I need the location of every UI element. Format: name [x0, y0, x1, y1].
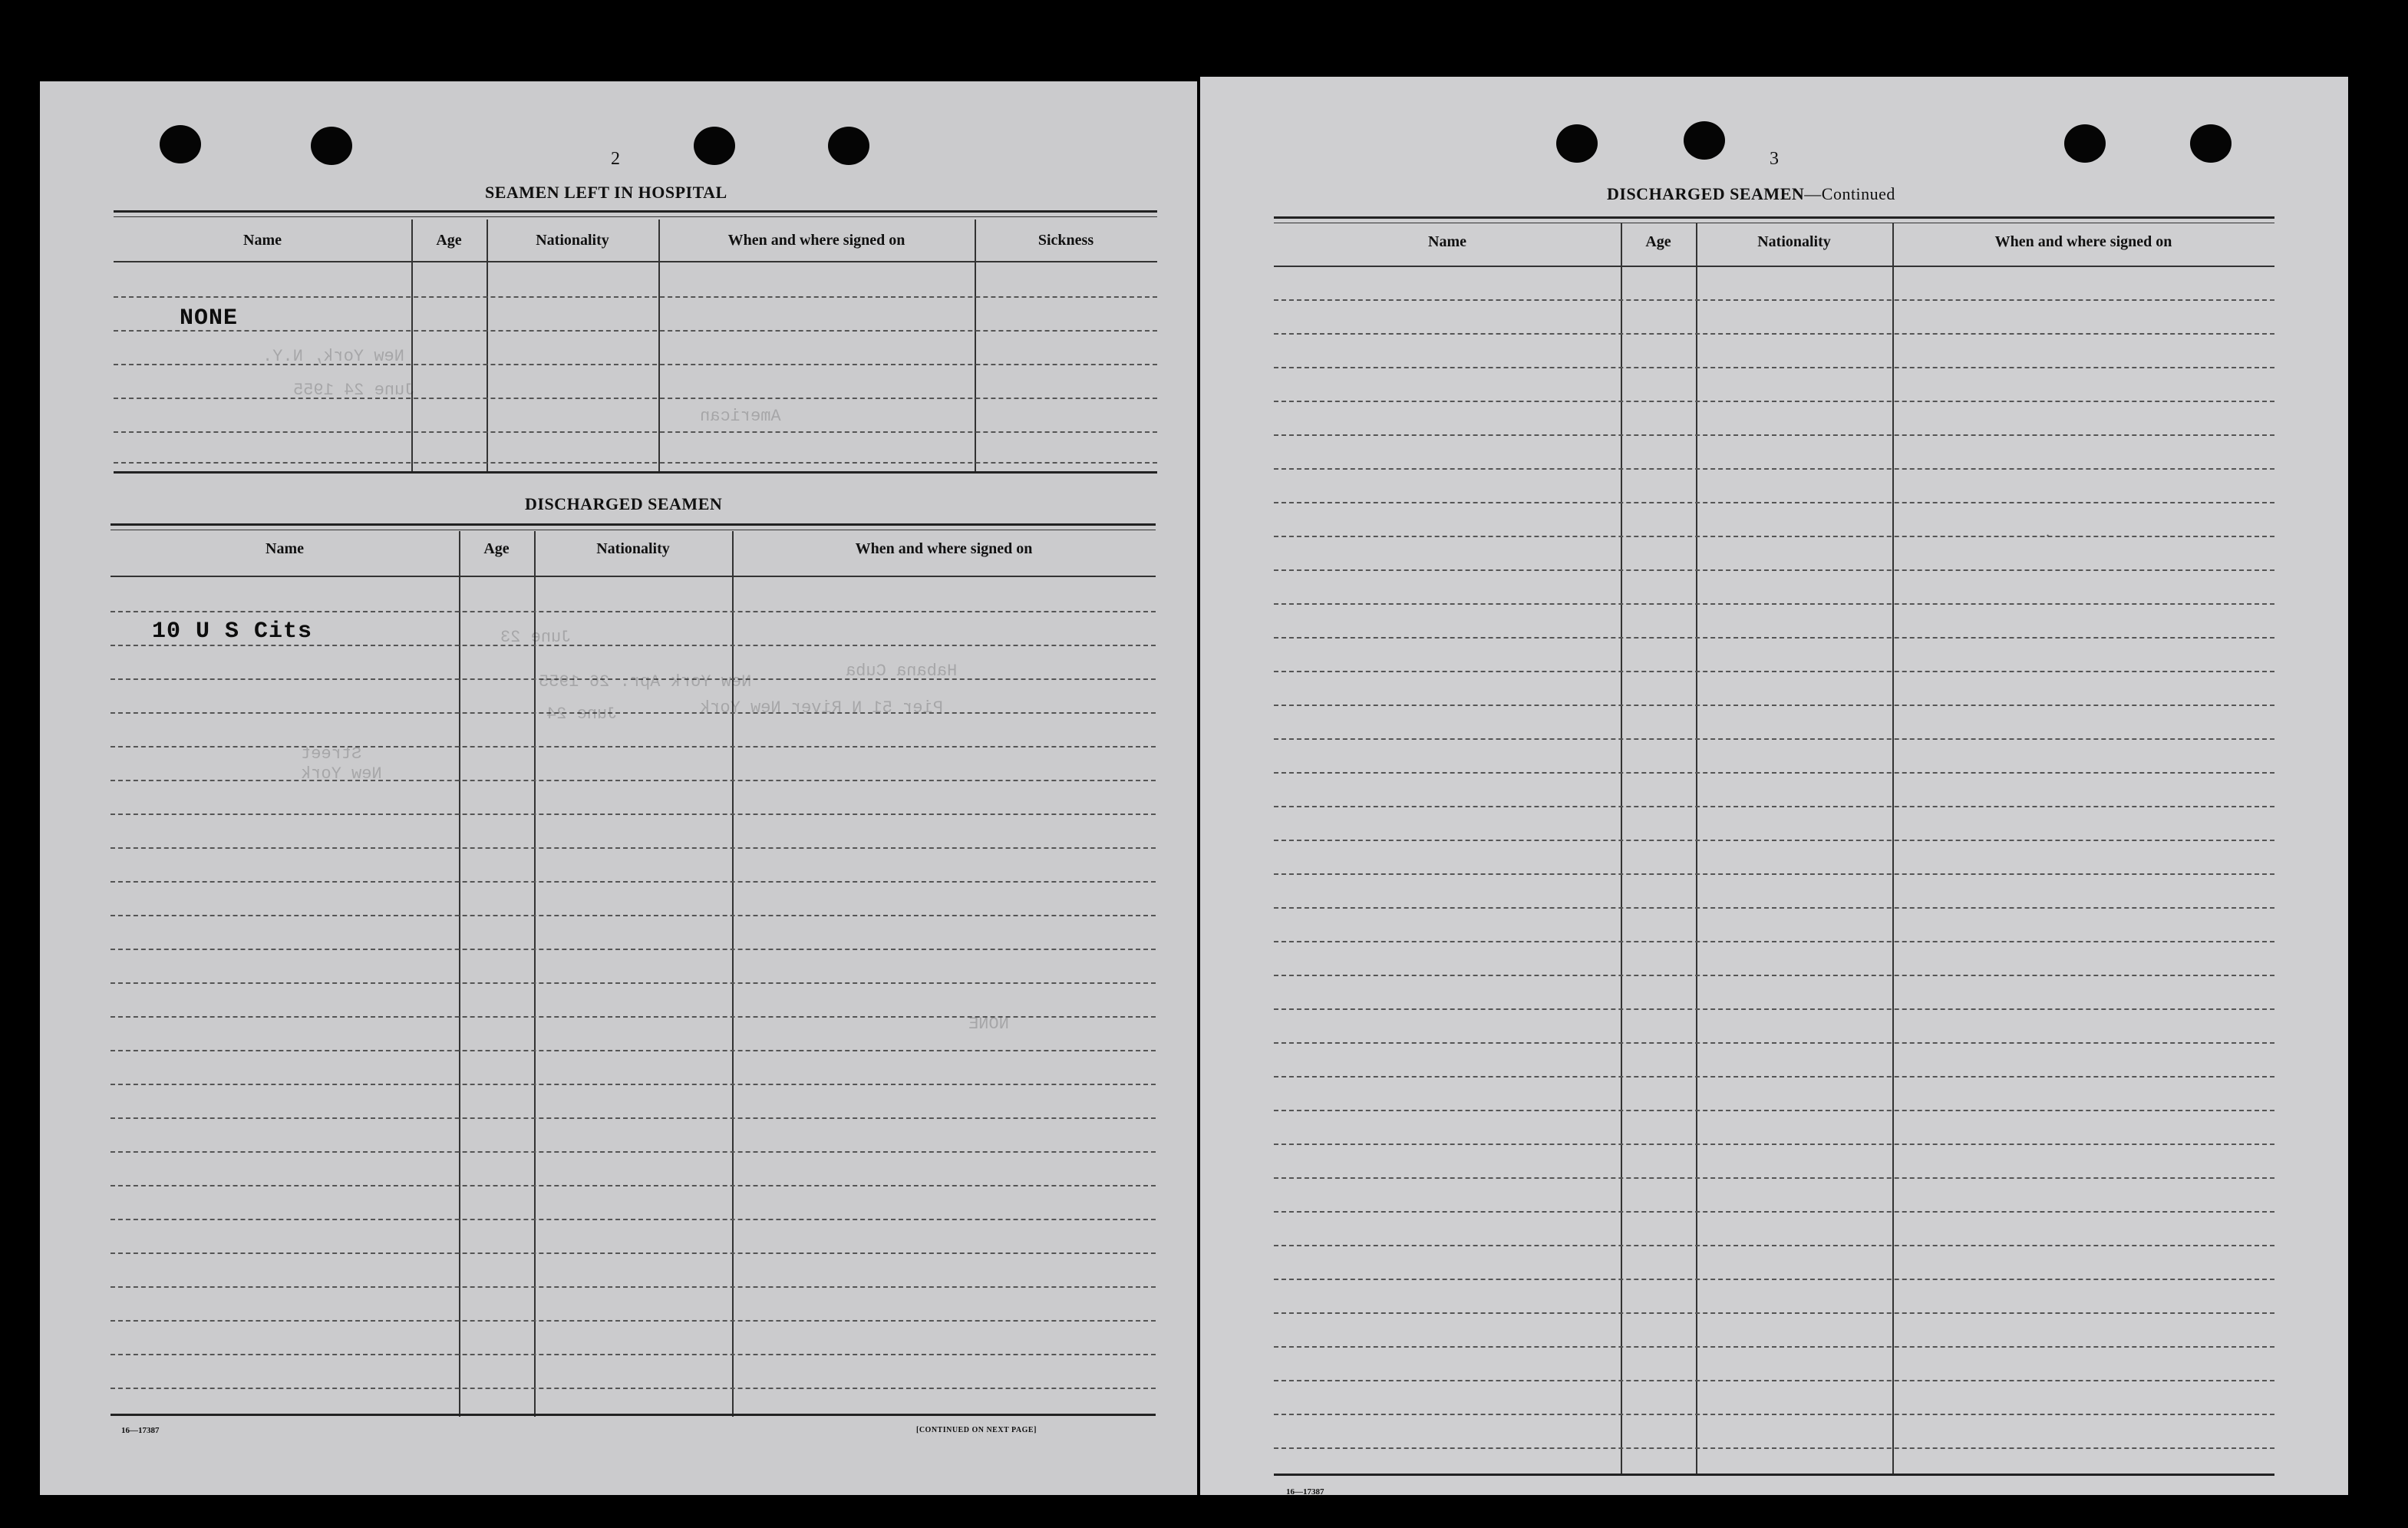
form-number: 16—17387 [1286, 1487, 1324, 1497]
table-row [1274, 1144, 2274, 1145]
column-divider [1621, 223, 1622, 1475]
table-row [111, 982, 1156, 984]
bleed-through: New York [301, 764, 382, 784]
table-row [1274, 705, 2274, 706]
title-suffix: —Continued [1804, 184, 1895, 203]
table-row [111, 1117, 1156, 1119]
left-page [40, 81, 1197, 1495]
column-header-signed-on: When and where signed on [1994, 233, 2172, 250]
table-row [1274, 603, 2274, 605]
right-page [1200, 77, 2348, 1495]
bleed-through: June 23 [500, 628, 572, 647]
column-divider [1892, 223, 1894, 1475]
table-row [111, 1252, 1156, 1254]
column-divider [975, 219, 976, 473]
column-divider [658, 219, 660, 473]
column-divider [732, 531, 734, 1417]
bleed-through: NONE [968, 1015, 1009, 1034]
table-row [114, 462, 1157, 464]
table-row [1274, 1245, 2274, 1246]
table-row [1274, 1346, 2274, 1348]
table-row [1274, 738, 2274, 740]
column-header-sickness: Sickness [1037, 232, 1094, 249]
table-row [114, 398, 1157, 399]
bleed-through: New York Apr. 26 1955 [539, 672, 752, 691]
column-header-age: Age [483, 540, 510, 557]
table-row [114, 296, 1157, 298]
punch-hole [694, 127, 735, 165]
table-row [111, 814, 1156, 815]
discharged-entry: 10 U S Cits [152, 619, 313, 645]
table-row [114, 330, 1157, 332]
table-row [1274, 840, 2274, 841]
table-row [111, 915, 1156, 916]
table-row [1274, 1042, 2274, 1044]
table-row [1274, 1076, 2274, 1078]
table-row [1274, 1312, 2274, 1314]
table-row [1274, 975, 2274, 976]
table-row [111, 746, 1156, 747]
column-divider [459, 531, 460, 1417]
column-header-name: Name [266, 540, 304, 557]
table-rule [114, 471, 1157, 474]
table-row [1274, 367, 2274, 368]
bleed-through: Pier 51 N River New York [700, 698, 943, 718]
table-row [1274, 299, 2274, 301]
column-header-signed-on: When and where signed on [855, 540, 1033, 557]
table-row [1274, 468, 2274, 470]
table-row [1274, 671, 2274, 672]
table-row [111, 780, 1156, 781]
table-row [111, 1354, 1156, 1355]
column-divider [1696, 223, 1697, 1475]
table-row [1274, 1211, 2274, 1213]
table-row [1274, 1008, 2274, 1010]
table-row [111, 1388, 1156, 1389]
page-number: 3 [1770, 149, 1779, 169]
table-row [111, 881, 1156, 883]
table-row [1274, 1380, 2274, 1381]
column-header-age: Age [436, 232, 462, 249]
table-row [111, 611, 1156, 612]
title-main: DISCHARGED SEAMEN [1607, 184, 1805, 203]
table-row [1274, 772, 2274, 774]
column-header-name: Name [1428, 233, 1466, 250]
table-row [111, 1151, 1156, 1153]
column-header-age: Age [1645, 233, 1671, 250]
column-divider [411, 219, 413, 473]
table-row [1274, 1177, 2274, 1179]
hospital-section-title: SEAMEN LEFT IN HOSPITAL [485, 183, 727, 202]
table-row [1274, 569, 2274, 571]
table-row [1274, 502, 2274, 503]
bleed-through: New York, N.Y. [262, 347, 404, 366]
table-row [1274, 1447, 2274, 1449]
bleed-through: Street [301, 744, 362, 764]
table-row [111, 1185, 1156, 1186]
discharged-continued-title [1607, 184, 1895, 204]
tick-mark: . [2046, 523, 2050, 540]
hospital-entry: NONE [180, 305, 239, 332]
header-underline [1274, 266, 2274, 267]
header-underline [111, 576, 1156, 577]
table-row [111, 1050, 1156, 1051]
column-header-nationality: Nationality [1757, 233, 1831, 250]
table-row [1274, 434, 2274, 436]
bleed-through: Habana Cuba [846, 662, 958, 681]
punch-hole [1556, 124, 1598, 163]
punch-hole [1684, 121, 1725, 160]
table-row [111, 1084, 1156, 1085]
table-row [1274, 806, 2274, 807]
table-rule [1274, 216, 2274, 219]
table-row [1274, 536, 2274, 537]
form-number: 16—17387 [121, 1426, 160, 1435]
bleed-through: June 24 [546, 705, 618, 724]
column-header-nationality: Nationality [536, 232, 609, 249]
column-divider [487, 219, 488, 473]
table-rule [114, 216, 1157, 217]
table-row [111, 712, 1156, 714]
bleed-through: June 24 1955 [293, 381, 415, 400]
table-row [1274, 941, 2274, 942]
header-underline [114, 261, 1157, 262]
table-row [111, 1286, 1156, 1288]
punch-hole [2190, 124, 2232, 163]
page-number: 2 [611, 149, 620, 169]
table-row [111, 1219, 1156, 1220]
table-rule [111, 523, 1156, 526]
table-row [1274, 637, 2274, 639]
punch-hole [2064, 124, 2106, 163]
column-divider [534, 531, 536, 1417]
table-rule [114, 210, 1157, 213]
table-row [1274, 873, 2274, 875]
table-row [111, 949, 1156, 950]
column-header-name: Name [243, 232, 282, 249]
discharged-section-title: DISCHARGED SEAMEN [525, 494, 723, 513]
table-row [1274, 1414, 2274, 1415]
table-row [111, 645, 1156, 646]
table-row [1274, 401, 2274, 402]
table-row [1274, 907, 2274, 909]
punch-hole [311, 127, 352, 165]
punch-hole [828, 127, 869, 165]
table-row [1274, 1279, 2274, 1280]
table-row [111, 847, 1156, 849]
table-row [114, 431, 1157, 433]
punch-hole [160, 125, 201, 163]
column-header-signed-on: When and where signed on [727, 232, 905, 249]
table-rule [1274, 1474, 2274, 1476]
table-rule [111, 1414, 1156, 1416]
continued-note: [CONTINUED ON NEXT PAGE] [916, 1426, 1037, 1434]
table-row [1274, 1110, 2274, 1111]
bleed-through: American [700, 407, 781, 426]
table-row [1274, 333, 2274, 335]
column-header-nationality: Nationality [596, 540, 670, 557]
table-row [111, 1320, 1156, 1322]
